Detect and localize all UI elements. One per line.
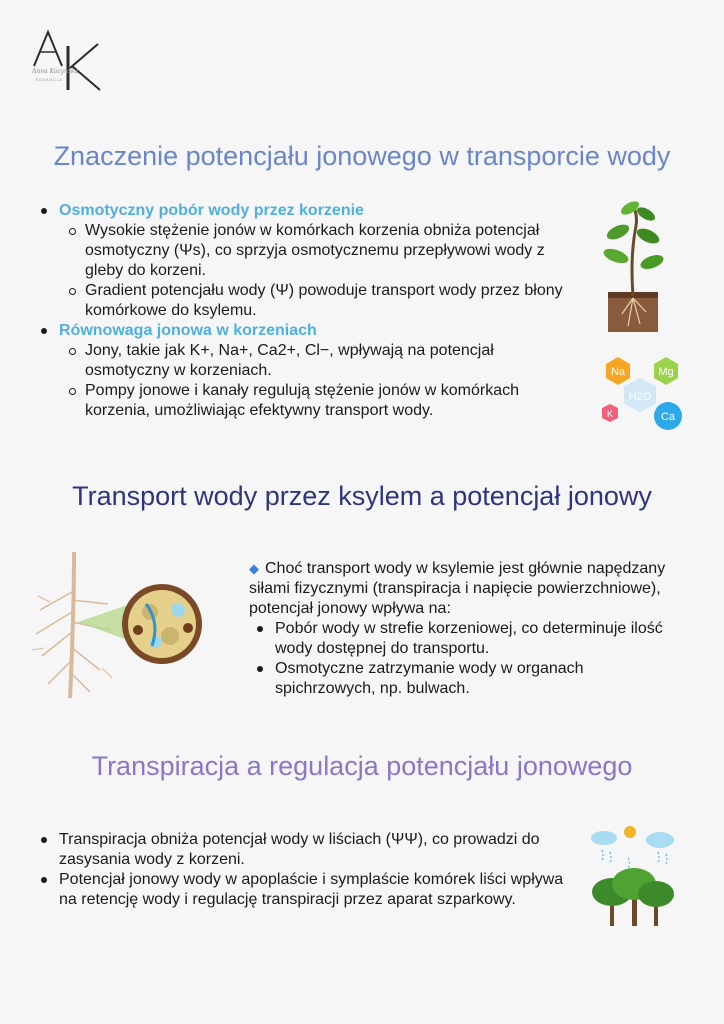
- section-3-content: [37, 830, 567, 910]
- logo-subtitle: EDUKACJA: [36, 78, 63, 82]
- intro-text: Choć transport wody w ksylemie jest głównie napędzany siłami fizycznymi (transpiracja i napięcie powierzchniowe), potencjał jonowy wpływa na:: [249, 560, 666, 617]
- water-label: H2O: [628, 391, 652, 403]
- list-subitem: Jony, takie jak K+, Na+, Ca2+, Cl−, wpływają na potencjał osmotyczny w korzeniach.: [65, 341, 567, 381]
- section-1-content: [37, 201, 567, 421]
- root-cross-section-illustration: [30, 552, 210, 702]
- ion-label-na: Na: [610, 366, 626, 378]
- list-heading: Równowaga jonowa w korzeniach: [59, 322, 317, 339]
- list-item: [37, 201, 567, 321]
- list-item: Potencjał jonowy wody w apoplaście i symplaście komórek liści wpływa na retencję wody i regulację transpiracji przez aparat szparkowy.: [37, 870, 567, 910]
- list-item: [37, 321, 567, 421]
- section-2-intro: [249, 559, 669, 619]
- brand-logo: [28, 26, 104, 96]
- list-heading: Osmotyczny pobór wody przez korzenie: [59, 202, 364, 219]
- list-subitem: Gradient potencjału wody (Ψ) powoduje transport wody przez błony komórkowe do ksylemu.: [65, 281, 567, 321]
- ion-label-ca: Ca: [660, 411, 676, 423]
- ion-label-mg: Mg: [658, 366, 674, 378]
- list-subitem: Wysokie stężenie jonów w komórkach korzenia obniża potencjał osmotyczny (Ψs), co sprzyja osmotycznemu przepływowi wody z gleby do korzeni.: [65, 221, 567, 281]
- section-1-title: Znaczenie potencjału jonowego w transporcie wody: [53, 141, 671, 171]
- logo-monogram-icon: [28, 26, 104, 96]
- seedling-illustration: [588, 196, 672, 334]
- ions-illustration: [596, 352, 688, 434]
- diamond-icon: ◆: [249, 561, 259, 576]
- list-item: Pobór wody w strefie korzeniowej, co determinuje ilość wody dostępnej do transportu.: [253, 619, 669, 659]
- list-item: Osmotyczne zatrzymanie wody w organach spichrzowych, np. bulwach.: [253, 659, 669, 699]
- ion-label-k: K: [606, 409, 614, 419]
- transpiration-trees-illustration: [588, 818, 680, 930]
- section-2-content: [249, 559, 669, 699]
- list-item: Transpiracja obniża potencjał wody w liściach (ΨΨ), co prowadzi do zasysania wody z korzeni.: [37, 830, 567, 870]
- section-3-title: Transpiracja a regulacja potencjału jonowego: [91, 751, 633, 781]
- logo-signature: Anna Kozyńska: [32, 68, 79, 75]
- list-subitem: Pompy jonowe i kanały regulują stężenie jonów w komórkach korzenia, umożliwiając efektywny transport wody.: [65, 381, 567, 421]
- section-2-title: Transport wody przez ksylem a potencjał jonowy: [72, 481, 652, 511]
